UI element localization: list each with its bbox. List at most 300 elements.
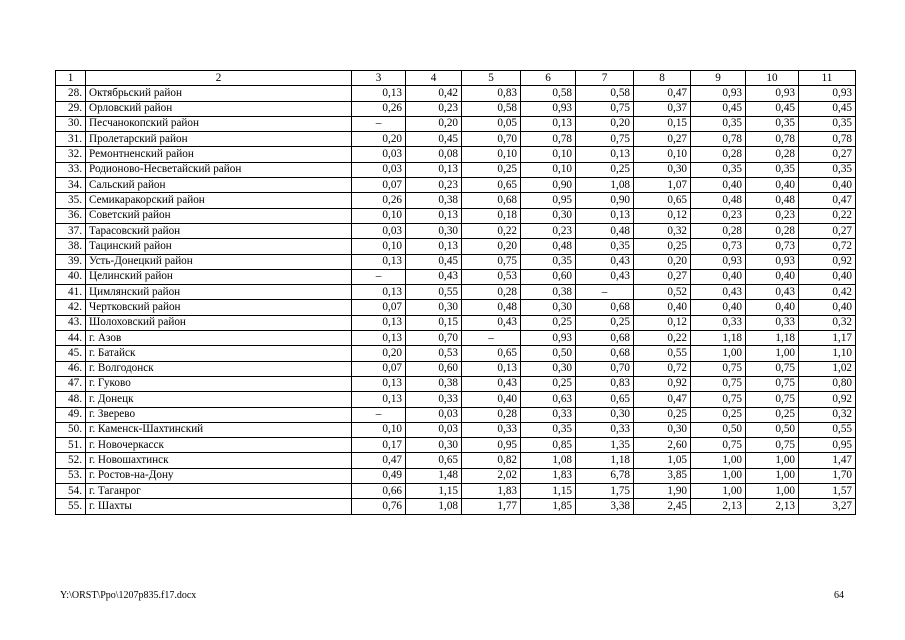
value-cell: 0,43 [691,285,746,300]
value-cell: 1,48 [406,468,462,483]
value-cell: 0,25 [521,315,576,330]
value-cell: 0,20 [634,254,691,269]
page-number: 64 [834,590,844,601]
value-cell: 1,15 [521,484,576,499]
value-cell: 0,40 [746,269,799,284]
value-cell: 0,33 [746,315,799,330]
value-cell: 0,90 [521,178,576,193]
value-cell: 0,33 [576,422,634,437]
value-cell: 0,07 [352,361,406,376]
row-number-cell: 47. [56,376,86,391]
value-cell: 0,53 [462,269,521,284]
value-cell: 0,73 [746,239,799,254]
table-row [56,315,856,330]
column-header-9: 9 [691,71,746,86]
value-cell: 0,92 [799,392,856,407]
value-cell: 0,43 [576,269,634,284]
column-header-2: 2 [86,71,352,86]
value-cell: 0,78 [746,132,799,147]
value-cell: 0,75 [691,376,746,391]
value-cell: 0,35 [799,162,856,177]
value-cell: 0,25 [746,407,799,422]
value-cell: 0,49 [352,468,406,483]
value-cell: 0,78 [691,132,746,147]
value-cell: 0,40 [462,392,521,407]
value-cell: 1,18 [691,331,746,346]
value-cell: 1,07 [634,178,691,193]
value-cell: 0,22 [799,208,856,223]
value-cell: 1,75 [576,484,634,499]
value-cell: 0,83 [576,376,634,391]
value-cell: 0,23 [406,101,462,116]
district-name-cell: Советский район [86,208,352,223]
district-name-cell: Усть-Донецкий район [86,254,352,269]
value-cell: 1,83 [462,484,521,499]
value-cell: 0,37 [634,101,691,116]
value-cell: 0,40 [746,300,799,315]
value-cell: 0,10 [352,422,406,437]
value-cell: 0,35 [521,254,576,269]
value-cell: 0,13 [576,208,634,223]
row-number-cell: 39. [56,254,86,269]
value-cell: 0,20 [352,346,406,361]
value-cell: 0,50 [691,422,746,437]
value-cell: 0,25 [462,162,521,177]
district-name-cell: г. Каменск-Шахтинский [86,422,352,437]
value-cell: 0,28 [462,285,521,300]
value-cell: 0,28 [462,407,521,422]
district-name-cell: г. Батайск [86,346,352,361]
value-cell: 0,65 [462,346,521,361]
value-cell: 0,68 [576,300,634,315]
value-cell: 0,40 [799,269,856,284]
value-cell: 0,75 [691,438,746,453]
value-cell: 0,78 [521,132,576,147]
row-number-cell: 40. [56,269,86,284]
value-cell: 0,48 [576,223,634,238]
value-cell: 0,38 [406,376,462,391]
value-cell: 0,40 [799,300,856,315]
value-cell: 0,35 [576,239,634,254]
value-cell: 0,20 [462,239,521,254]
table-header-row [56,71,856,86]
value-cell: 1,00 [746,346,799,361]
value-cell: 0,13 [352,86,406,101]
value-cell: 0,13 [406,239,462,254]
table-body [56,86,856,514]
value-cell: 0,40 [799,178,856,193]
value-cell: 0,15 [634,116,691,131]
row-number-cell: 41. [56,285,86,300]
value-cell: 0,30 [634,162,691,177]
value-cell: 1,00 [691,484,746,499]
value-cell: 0,40 [634,300,691,315]
value-cell: 0,75 [576,132,634,147]
value-cell: 0,60 [521,269,576,284]
value-cell: 0,72 [799,239,856,254]
value-cell: 0,23 [746,208,799,223]
value-cell: 0,45 [406,254,462,269]
value-cell: 1,18 [746,331,799,346]
value-cell: 0,85 [521,438,576,453]
district-name-cell: г. Ростов-на-Дону [86,468,352,483]
value-cell: 2,13 [691,499,746,514]
value-cell: 0,28 [691,147,746,162]
row-number-cell: 45. [56,346,86,361]
value-cell: 0,70 [576,361,634,376]
row-number-cell: 31. [56,132,86,147]
value-cell: 0,22 [462,223,521,238]
value-cell: 0,93 [521,331,576,346]
row-number-cell: 34. [56,178,86,193]
value-cell: 0,75 [746,376,799,391]
value-cell: 0,63 [521,392,576,407]
value-cell: 0,58 [462,101,521,116]
value-cell: 0,28 [746,147,799,162]
table-row [56,484,856,499]
value-cell: 2,13 [746,499,799,514]
row-number-cell: 37. [56,223,86,238]
value-cell: 0,05 [462,116,521,131]
district-name-cell: г. Таганрог [86,484,352,499]
table-row [56,468,856,483]
value-cell: 0,12 [634,315,691,330]
column-header-10: 10 [746,71,799,86]
value-cell: 0,10 [352,239,406,254]
value-cell: 1,35 [576,438,634,453]
table-row [56,116,856,131]
value-cell: – [352,116,406,131]
value-cell: 0,12 [634,208,691,223]
value-cell: 1,00 [746,453,799,468]
value-cell: 2,45 [634,499,691,514]
table-row [56,438,856,453]
value-cell: 1,57 [799,484,856,499]
value-cell: 0,25 [634,407,691,422]
value-cell: 0,93 [521,101,576,116]
value-cell: 0,20 [352,132,406,147]
value-cell: 0,75 [746,361,799,376]
value-cell: 0,47 [352,453,406,468]
table-row [56,132,856,147]
value-cell: 0,68 [576,331,634,346]
value-cell: 0,43 [746,285,799,300]
value-cell: 1,90 [634,484,691,499]
district-name-cell: Сальский район [86,178,352,193]
value-cell: 0,35 [746,162,799,177]
value-cell: 0,25 [634,239,691,254]
value-cell: 0,66 [352,484,406,499]
table-row [56,499,856,514]
row-number-cell: 35. [56,193,86,208]
value-cell: 0,42 [799,285,856,300]
value-cell: 0,13 [406,208,462,223]
value-cell: 1,85 [521,499,576,514]
value-cell: 1,00 [746,484,799,499]
district-name-cell: Песчанокопский район [86,116,352,131]
value-cell: 0,75 [691,392,746,407]
value-cell: 0,92 [634,376,691,391]
value-cell: 0,27 [634,269,691,284]
table-row [56,101,856,116]
table-row [56,239,856,254]
value-cell: 0,93 [691,86,746,101]
value-cell: 0,75 [746,438,799,453]
table-row [56,208,856,223]
value-cell: 1,17 [799,331,856,346]
row-number-cell: 50. [56,422,86,437]
value-cell: 0,13 [521,116,576,131]
value-cell: 0,20 [576,116,634,131]
value-cell: 0,23 [406,178,462,193]
value-cell: 1,00 [691,346,746,361]
table-row [56,147,856,162]
value-cell: 0,43 [462,376,521,391]
value-cell: 0,10 [462,147,521,162]
value-cell: 0,45 [746,101,799,116]
value-cell: 1,18 [576,453,634,468]
value-cell: 0,35 [691,162,746,177]
value-cell: 0,93 [746,86,799,101]
row-number-cell: 55. [56,499,86,514]
value-cell: 0,30 [576,407,634,422]
district-name-cell: Тацинский район [86,239,352,254]
value-cell: 0,27 [634,132,691,147]
row-number-cell: 49. [56,407,86,422]
value-cell: 0,93 [746,254,799,269]
value-cell: 0,68 [576,346,634,361]
value-cell: 0,10 [634,147,691,162]
column-header-11: 11 [799,71,856,86]
value-cell: 0,40 [691,300,746,315]
column-header-4: 4 [406,71,462,86]
value-cell: 0,70 [406,331,462,346]
value-cell: 0,33 [462,422,521,437]
value-cell: 0,35 [799,116,856,131]
value-cell: 0,33 [406,392,462,407]
row-number-cell: 29. [56,101,86,116]
value-cell: – [352,407,406,422]
table-row [56,86,856,101]
value-cell: 0,28 [746,223,799,238]
value-cell: 0,70 [462,132,521,147]
district-name-cell: Целинский район [86,269,352,284]
value-cell: 0,30 [634,422,691,437]
table-row [56,254,856,269]
table-row [56,376,856,391]
value-cell: 0,75 [576,101,634,116]
value-cell: 0,72 [634,361,691,376]
value-cell: 0,13 [352,392,406,407]
row-number-cell: 52. [56,453,86,468]
value-cell: 0,65 [634,193,691,208]
value-cell: 0,80 [799,376,856,391]
value-cell: 0,13 [352,331,406,346]
value-cell: – [576,285,634,300]
district-name-cell: Орловский район [86,101,352,116]
footer-file-path: Y:\ORST\Ppo\1207p835.f17.docx [60,590,197,601]
value-cell: 0,95 [799,438,856,453]
row-number-cell: 30. [56,116,86,131]
value-cell: 0,53 [406,346,462,361]
value-cell: 0,07 [352,178,406,193]
value-cell: 0,23 [521,223,576,238]
value-cell: 0,65 [462,178,521,193]
value-cell: 0,10 [521,162,576,177]
value-cell: 0,26 [352,101,406,116]
value-cell: 0,03 [406,407,462,422]
value-cell: 1,83 [521,468,576,483]
value-cell: 0,13 [352,254,406,269]
value-cell: 0,32 [634,223,691,238]
value-cell: 0,10 [521,147,576,162]
value-cell: 3,38 [576,499,634,514]
table-row [56,392,856,407]
district-name-cell: г. Гуково [86,376,352,391]
table-row [56,346,856,361]
table-row [56,162,856,177]
value-cell: 0,25 [521,376,576,391]
value-cell: 0,07 [352,300,406,315]
district-name-cell: Чертковский район [86,300,352,315]
value-cell: 0,38 [521,285,576,300]
value-cell: 0,15 [406,315,462,330]
column-header-6: 6 [521,71,576,86]
value-cell: 0,17 [352,438,406,453]
value-cell: 0,76 [352,499,406,514]
value-cell: 0,48 [691,193,746,208]
value-cell: 0,30 [521,300,576,315]
row-number-cell: 42. [56,300,86,315]
row-number-cell: 28. [56,86,86,101]
value-cell: 0,13 [576,147,634,162]
district-name-cell: Октябрьский район [86,86,352,101]
table-row [56,300,856,315]
column-header-7: 7 [576,71,634,86]
value-cell: 0,45 [799,101,856,116]
row-number-cell: 38. [56,239,86,254]
district-name-cell: Тарасовский район [86,223,352,238]
row-number-cell: 33. [56,162,86,177]
value-cell: 0,26 [352,193,406,208]
value-cell: 0,48 [521,239,576,254]
value-cell: 0,30 [521,208,576,223]
value-cell: 0,75 [462,254,521,269]
value-cell: 0,75 [746,392,799,407]
district-name-cell: г. Азов [86,331,352,346]
value-cell: 1,00 [691,468,746,483]
column-header-3: 3 [352,71,406,86]
value-cell: 1,08 [576,178,634,193]
value-cell: 0,55 [799,422,856,437]
value-cell: 0,27 [799,147,856,162]
value-cell: – [462,331,521,346]
value-cell: 1,00 [691,453,746,468]
value-cell: 0,55 [634,346,691,361]
value-cell: 0,95 [521,193,576,208]
value-cell: 0,32 [799,315,856,330]
value-cell: 0,43 [576,254,634,269]
value-cell: 0,68 [462,193,521,208]
table-row [56,407,856,422]
value-cell: 0,48 [462,300,521,315]
value-cell: 1,10 [799,346,856,361]
table-row [56,361,856,376]
value-cell: 0,42 [406,86,462,101]
row-number-cell: 54. [56,484,86,499]
value-cell: 0,93 [691,254,746,269]
value-cell: 0,20 [406,116,462,131]
value-cell: 0,13 [406,162,462,177]
district-name-cell: Ремонтненский район [86,147,352,162]
value-cell: 0,22 [634,331,691,346]
value-cell: 0,58 [521,86,576,101]
table-row [56,422,856,437]
value-cell: 0,03 [352,147,406,162]
row-number-cell: 51. [56,438,86,453]
value-cell: 0,30 [521,361,576,376]
value-cell: 0,30 [406,438,462,453]
district-name-cell: Пролетарский район [86,132,352,147]
value-cell: 0,45 [406,132,462,147]
value-cell: 3,27 [799,499,856,514]
value-cell: 0,08 [406,147,462,162]
district-name-cell: Шолоховский район [86,315,352,330]
row-number-cell: 32. [56,147,86,162]
value-cell: 0,23 [691,208,746,223]
row-number-cell: 36. [56,208,86,223]
value-cell: 0,47 [634,392,691,407]
district-name-cell: Цимлянский район [86,285,352,300]
value-cell: 0,83 [462,86,521,101]
value-cell: 6,78 [576,468,634,483]
row-number-cell: 53. [56,468,86,483]
value-cell: 0,95 [462,438,521,453]
value-cell: 0,33 [521,407,576,422]
table-row [56,269,856,284]
value-cell: 0,75 [691,361,746,376]
value-cell: 2,02 [462,468,521,483]
value-cell: – [352,269,406,284]
value-cell: 0,60 [406,361,462,376]
value-cell: 0,27 [799,223,856,238]
value-cell: 1,00 [746,468,799,483]
table-row [56,178,856,193]
district-name-cell: г. Зверево [86,407,352,422]
value-cell: 0,50 [746,422,799,437]
value-cell: 0,82 [462,453,521,468]
value-cell: 0,73 [691,239,746,254]
value-cell: 1,77 [462,499,521,514]
value-cell: 0,25 [576,315,634,330]
value-cell: 2,60 [634,438,691,453]
value-cell: 1,70 [799,468,856,483]
value-cell: 0,43 [406,269,462,284]
value-cell: 0,45 [691,101,746,116]
table-row [56,453,856,468]
district-name-cell: г. Шахты [86,499,352,514]
value-cell: 0,28 [691,223,746,238]
column-header-5: 5 [462,71,521,86]
value-cell: 0,35 [746,116,799,131]
row-number-cell: 43. [56,315,86,330]
value-cell: 0,33 [691,315,746,330]
value-cell: 1,47 [799,453,856,468]
value-cell: 0,58 [576,86,634,101]
value-cell: 0,13 [352,285,406,300]
row-number-cell: 48. [56,392,86,407]
district-name-cell: Семикаракорский район [86,193,352,208]
